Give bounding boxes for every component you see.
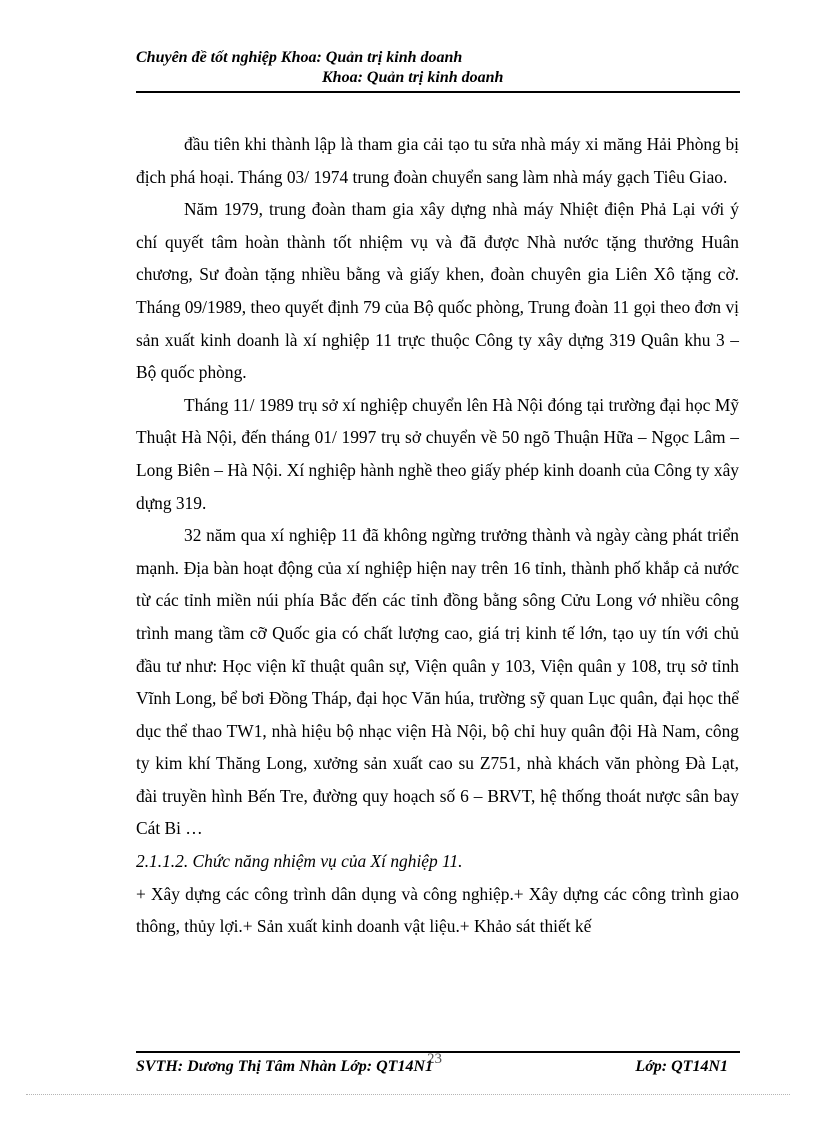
page-footer — [136, 1051, 740, 1078]
paragraph-founding: đầu tiên khi thành lập là tham gia cải tạo tu sửa nhà máy xi măng Hải Phòng bị địch phá hoại. Tháng 03/ 1974 trung đoàn chuyển sang làm nhà máy gạch Tiêu Giao. — [136, 134, 739, 187]
page-number: 23 — [427, 1051, 442, 1067]
page-header — [136, 48, 740, 88]
paragraph-1979: Năm 1979, trung đoàn tham gia xây dựng nhà máy Nhiệt điện Phả Lại với ý chí quyết tâm hoàn thành tốt nhiệm vụ và đã được Nhà nước tặng thưởng Huân chương, Sư đoàn tặng nhiều bằng và giấy khen, đoàn chuyên gia Liên Xô tặng cờ. Tháng 09/1989, theo quyết định 79 của Bộ quốc phòng, Trung đoàn 11 gọi theo đơn vị sản xuất kinh doanh là xí nghiệp 11 trực thuộc Công ty xây dựng 319 Quân khu 3 – Bộ quốc phòng. — [136, 199, 739, 383]
section-heading: 2.1.1.2. Chức năng nhiệm vụ của Xí nghiệp 11. — [136, 851, 463, 872]
header-rule — [136, 91, 740, 93]
header-title: Chuyên đề tốt nghiệp Khoa: Quản trị kinh doanh — [136, 49, 463, 66]
footer-student-info: SVTH: Dương Thị Tâm Nhàn Lớp: QT14N1 — [136, 1058, 433, 1075]
footer-class: Lớp: QT14N1 — [635, 1058, 728, 1075]
document-body — [136, 128, 739, 943]
paragraph-1989-relocation: Tháng 11/ 1989 trụ sở xí nghiệp chuyển lên Hà Nội đóng tại trường đại học Mỹ Thuật Hà Nội, đến tháng 01/ 1997 trụ sở chuyển về 50 ngõ Thuận Hữa – Ngọc Lâm – Long Biên – Hà Nội. Xí nghiệp hành nghề theo giấy phép kinh doanh của Công ty xây dựng 319. — [136, 394, 739, 513]
paragraph-duties: + Xây dựng các công trình dân dụng và công nghiệp.+ Xây dựng các công trình giao thông, thủy lợi.+ Sản xuất kinh doanh vật liệu.+ Khảo sát thiết kế — [136, 883, 739, 937]
page-bottom-edge — [26, 1094, 790, 1095]
header-department: Khoa: Quản trị kinh doanh — [322, 69, 504, 86]
paragraph-32-years: 32 năm qua xí nghiệp 11 đã không ngừng trưởng thành và ngày càng phát triển mạnh. Địa bàn hoạt động của xí nghiệp hiện nay trên 16 tỉnh, thành phố khắp cả nước từ các tỉnh miền núi phía Bắc đến các tỉnh đồng bằng sông Cửu Long vớ nhiều công trình mang tầm cỡ Quốc gia có chất lượng cao, giá trị kinh tế lớn, tạo uy tín với chủ đầu tư như: Học viện kĩ thuật quân sự, Viện quân y 103, Viện quân y 108, trụ sở tỉnh Vĩnh Long, bể bơi Đồng Tháp, đại học Văn húa, trường sỹ quan Lục quân, đại học thể dục thể thao TW1, nhà hiệu bộ nhạc viện Hà Nội, bộ chỉ huy quân đội Hà Nam, công ty kim khí Thăng Long, xưởng sản xuất cao su Z751, nhà khách văn phòng Đà Lạt, đài truyền hình Bến Tre, đường quy hoạch số 6 – BRVT, hệ thống thoát nược sân bay Cát Bi … — [136, 525, 739, 839]
